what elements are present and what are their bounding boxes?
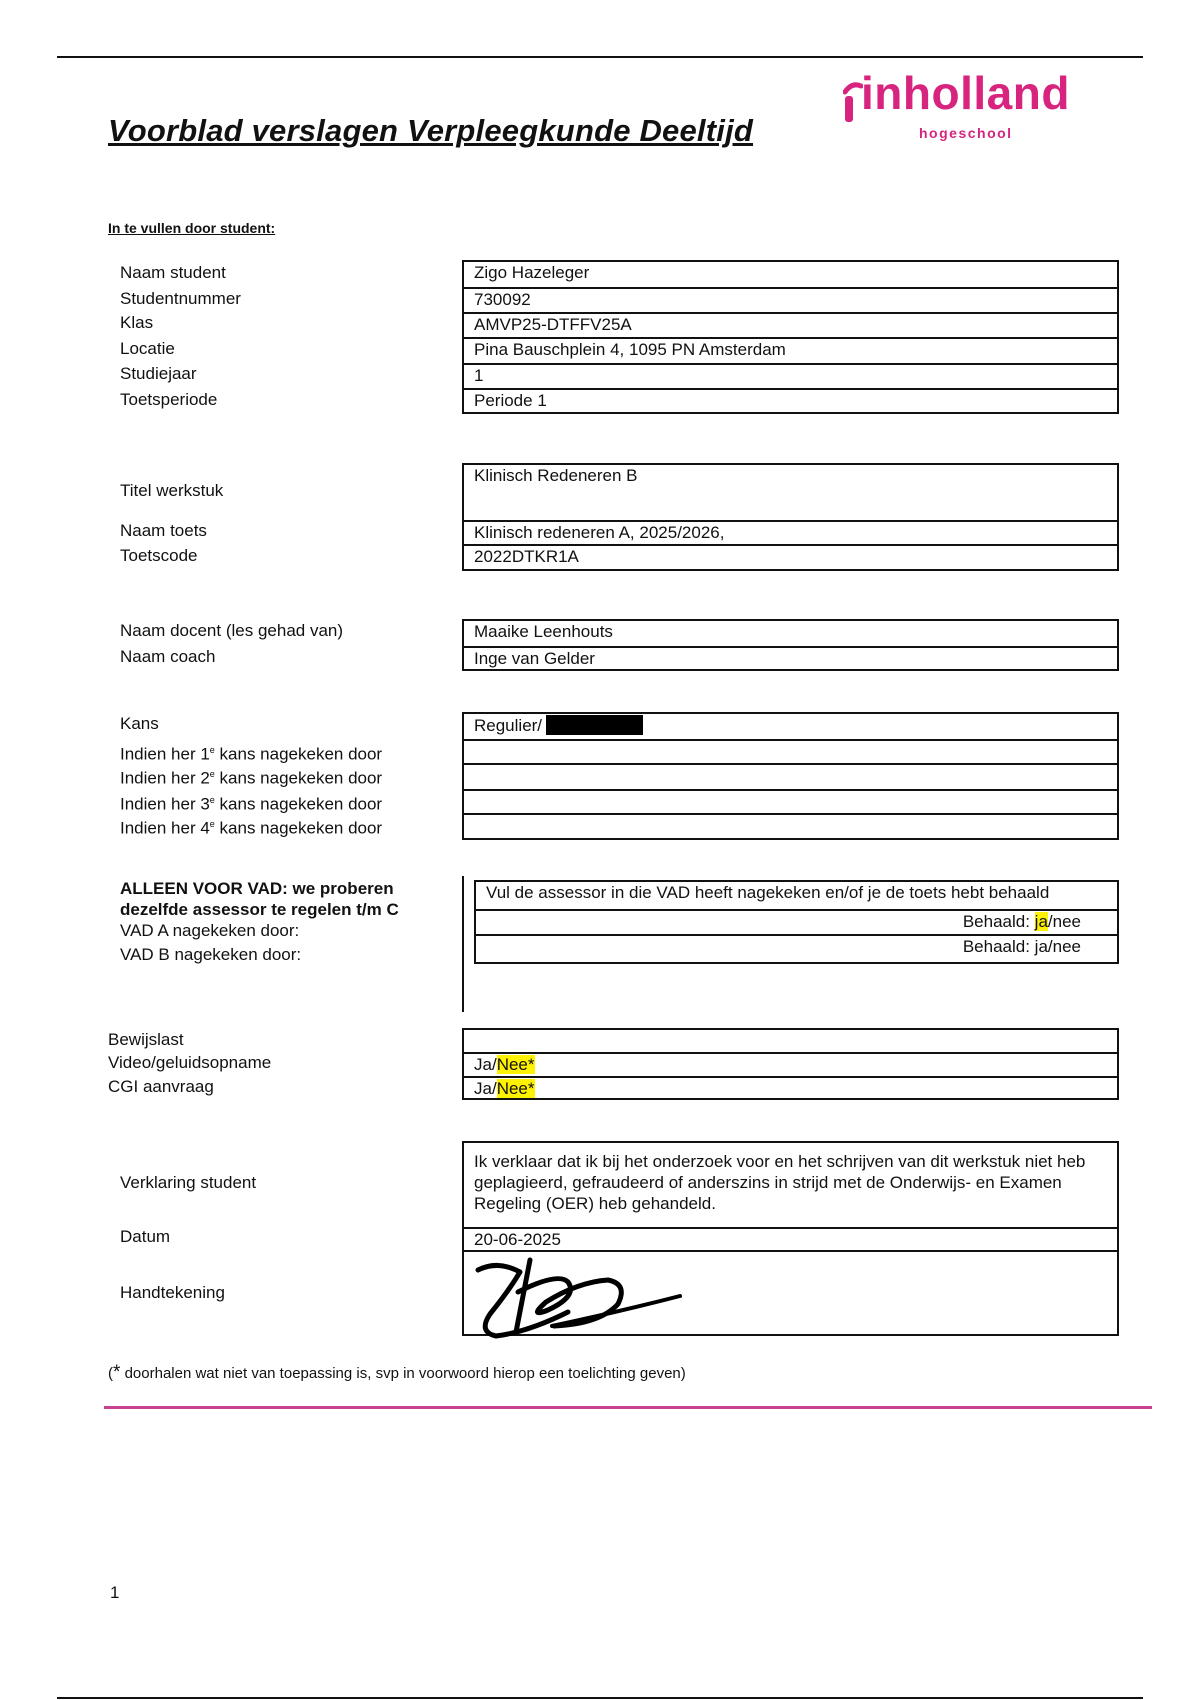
label-kans-her-2: Indien her 2e kans nagekeken door	[120, 768, 383, 788]
field-locatie[interactable]: Pina Bauschplein 4, 1095 PN Amsterdam	[462, 337, 1119, 363]
label-datum: Datum	[120, 1227, 171, 1246]
label-naam-docent: Naam docent (les gehad van)	[120, 621, 344, 640]
label-kans: Kans	[120, 714, 159, 733]
field-titel-werkstuk[interactable]: Klinisch Redeneren B	[462, 463, 1119, 520]
label-toetscode: Toetscode	[120, 546, 198, 565]
logo-wordmark: inholland	[861, 67, 1070, 119]
field-kans-her-4[interactable]	[462, 813, 1119, 840]
logo-mark-icon	[843, 82, 863, 124]
verklaring-text-box: Ik verklaar dat ik bij het onderzoek voor en het schrijven van dit werkstuk niet heb geplagieerd, gefraudeerd of anderszins in strijd met de Onderwijs- en Examen Regeling (OER) heb gehandeld.	[462, 1141, 1119, 1227]
bottom-rule	[57, 1697, 1143, 1699]
field-naam-docent[interactable]: Maaike Leenhouts	[462, 619, 1119, 646]
vad-heading-line1: ALLEEN VOOR VAD: we proberen	[120, 879, 394, 898]
vad-divider-line	[462, 876, 464, 1012]
field-kans-her-3[interactable]	[462, 789, 1119, 813]
label-studiejaar: Studiejaar	[120, 364, 197, 383]
label-studentnummer: Studentnummer	[120, 289, 241, 308]
top-rule	[57, 56, 1143, 58]
field-kans[interactable]: Regulier/	[462, 712, 1119, 739]
logo-subtext: hogeschool	[919, 125, 1013, 141]
label-kans-her-1: Indien her 1e kans nagekeken door	[120, 744, 383, 764]
field-toetscode[interactable]: 2022DTKR1A	[462, 544, 1119, 571]
field-toetsperiode[interactable]: Periode 1	[462, 388, 1119, 414]
field-video[interactable]: Ja/Nee*	[462, 1052, 1119, 1076]
field-kans-her-2[interactable]	[462, 763, 1119, 789]
inholland-logo	[843, 67, 1073, 148]
label-kans-her-4: Indien her 4e kans nagekeken door	[120, 818, 383, 838]
field-vad-b[interactable]: Behaald: ja/nee	[474, 934, 1119, 964]
label-bewijslast: Bewijslast	[108, 1030, 184, 1049]
highlight-nee-video: Nee*	[496, 1055, 535, 1074]
section-label: In te vullen door student:	[108, 220, 276, 236]
label-naam-toets: Naam toets	[120, 521, 207, 540]
field-studiejaar[interactable]: 1	[462, 363, 1119, 388]
field-bewijslast[interactable]	[462, 1028, 1119, 1052]
label-naam-student: Naam student	[120, 263, 226, 282]
page-number: 1	[110, 1583, 120, 1602]
signature-icon	[468, 1252, 688, 1352]
label-klas: Klas	[120, 313, 154, 332]
label-titel-werkstuk: Titel werkstuk	[120, 481, 224, 500]
field-datum[interactable]: 20-06-2025	[462, 1227, 1119, 1250]
field-naam-toets[interactable]: Klinisch redeneren A, 2025/2026,	[462, 520, 1119, 544]
vad-heading-line2: dezelfde assessor te regelen t/m C	[120, 900, 399, 919]
label-handtekening: Handtekening	[120, 1283, 225, 1302]
field-klas[interactable]: AMVP25-DTFFV25A	[462, 312, 1119, 337]
label-vad-b: VAD B nagekeken door:	[120, 945, 302, 964]
field-naam-coach[interactable]: Inge van Gelder	[462, 646, 1119, 671]
field-naam-student[interactable]: Zigo Hazeleger	[462, 260, 1119, 287]
vad-instruction-box: Vul de assessor in die VAD heeft nagekeken en/of je de toets hebt behaald	[474, 880, 1119, 909]
label-video: Video/geluidsopname	[108, 1053, 272, 1072]
label-vad-a: VAD A nagekeken door:	[120, 921, 300, 940]
highlight-ja: ja	[1034, 912, 1048, 931]
highlight-nee-cgi: Nee*	[496, 1079, 535, 1098]
field-cgi[interactable]: Ja/Nee*	[462, 1076, 1119, 1100]
label-naam-coach: Naam coach	[120, 647, 216, 666]
footnote: (* doorhalen wat niet van toepassing is, svp in voorwoord hierop een toelichting geven)	[108, 1362, 686, 1383]
label-toetsperiode: Toetsperiode	[120, 390, 218, 409]
document-title: Voorblad verslagen Verpleegkunde Deeltijd	[108, 113, 754, 148]
label-cgi: CGI aanvraag	[108, 1077, 214, 1096]
field-studentnummer[interactable]: 730092	[462, 287, 1119, 312]
field-kans-her-1[interactable]	[462, 739, 1119, 763]
label-verklaring: Verklaring student	[120, 1173, 257, 1192]
label-kans-her-3: Indien her 3e kans nagekeken door	[120, 794, 383, 814]
label-locatie: Locatie	[120, 339, 175, 358]
field-vad-a[interactable]: Behaald: ja/nee	[474, 909, 1119, 934]
pink-divider	[104, 1406, 1152, 1409]
redaction-bar	[546, 715, 643, 735]
